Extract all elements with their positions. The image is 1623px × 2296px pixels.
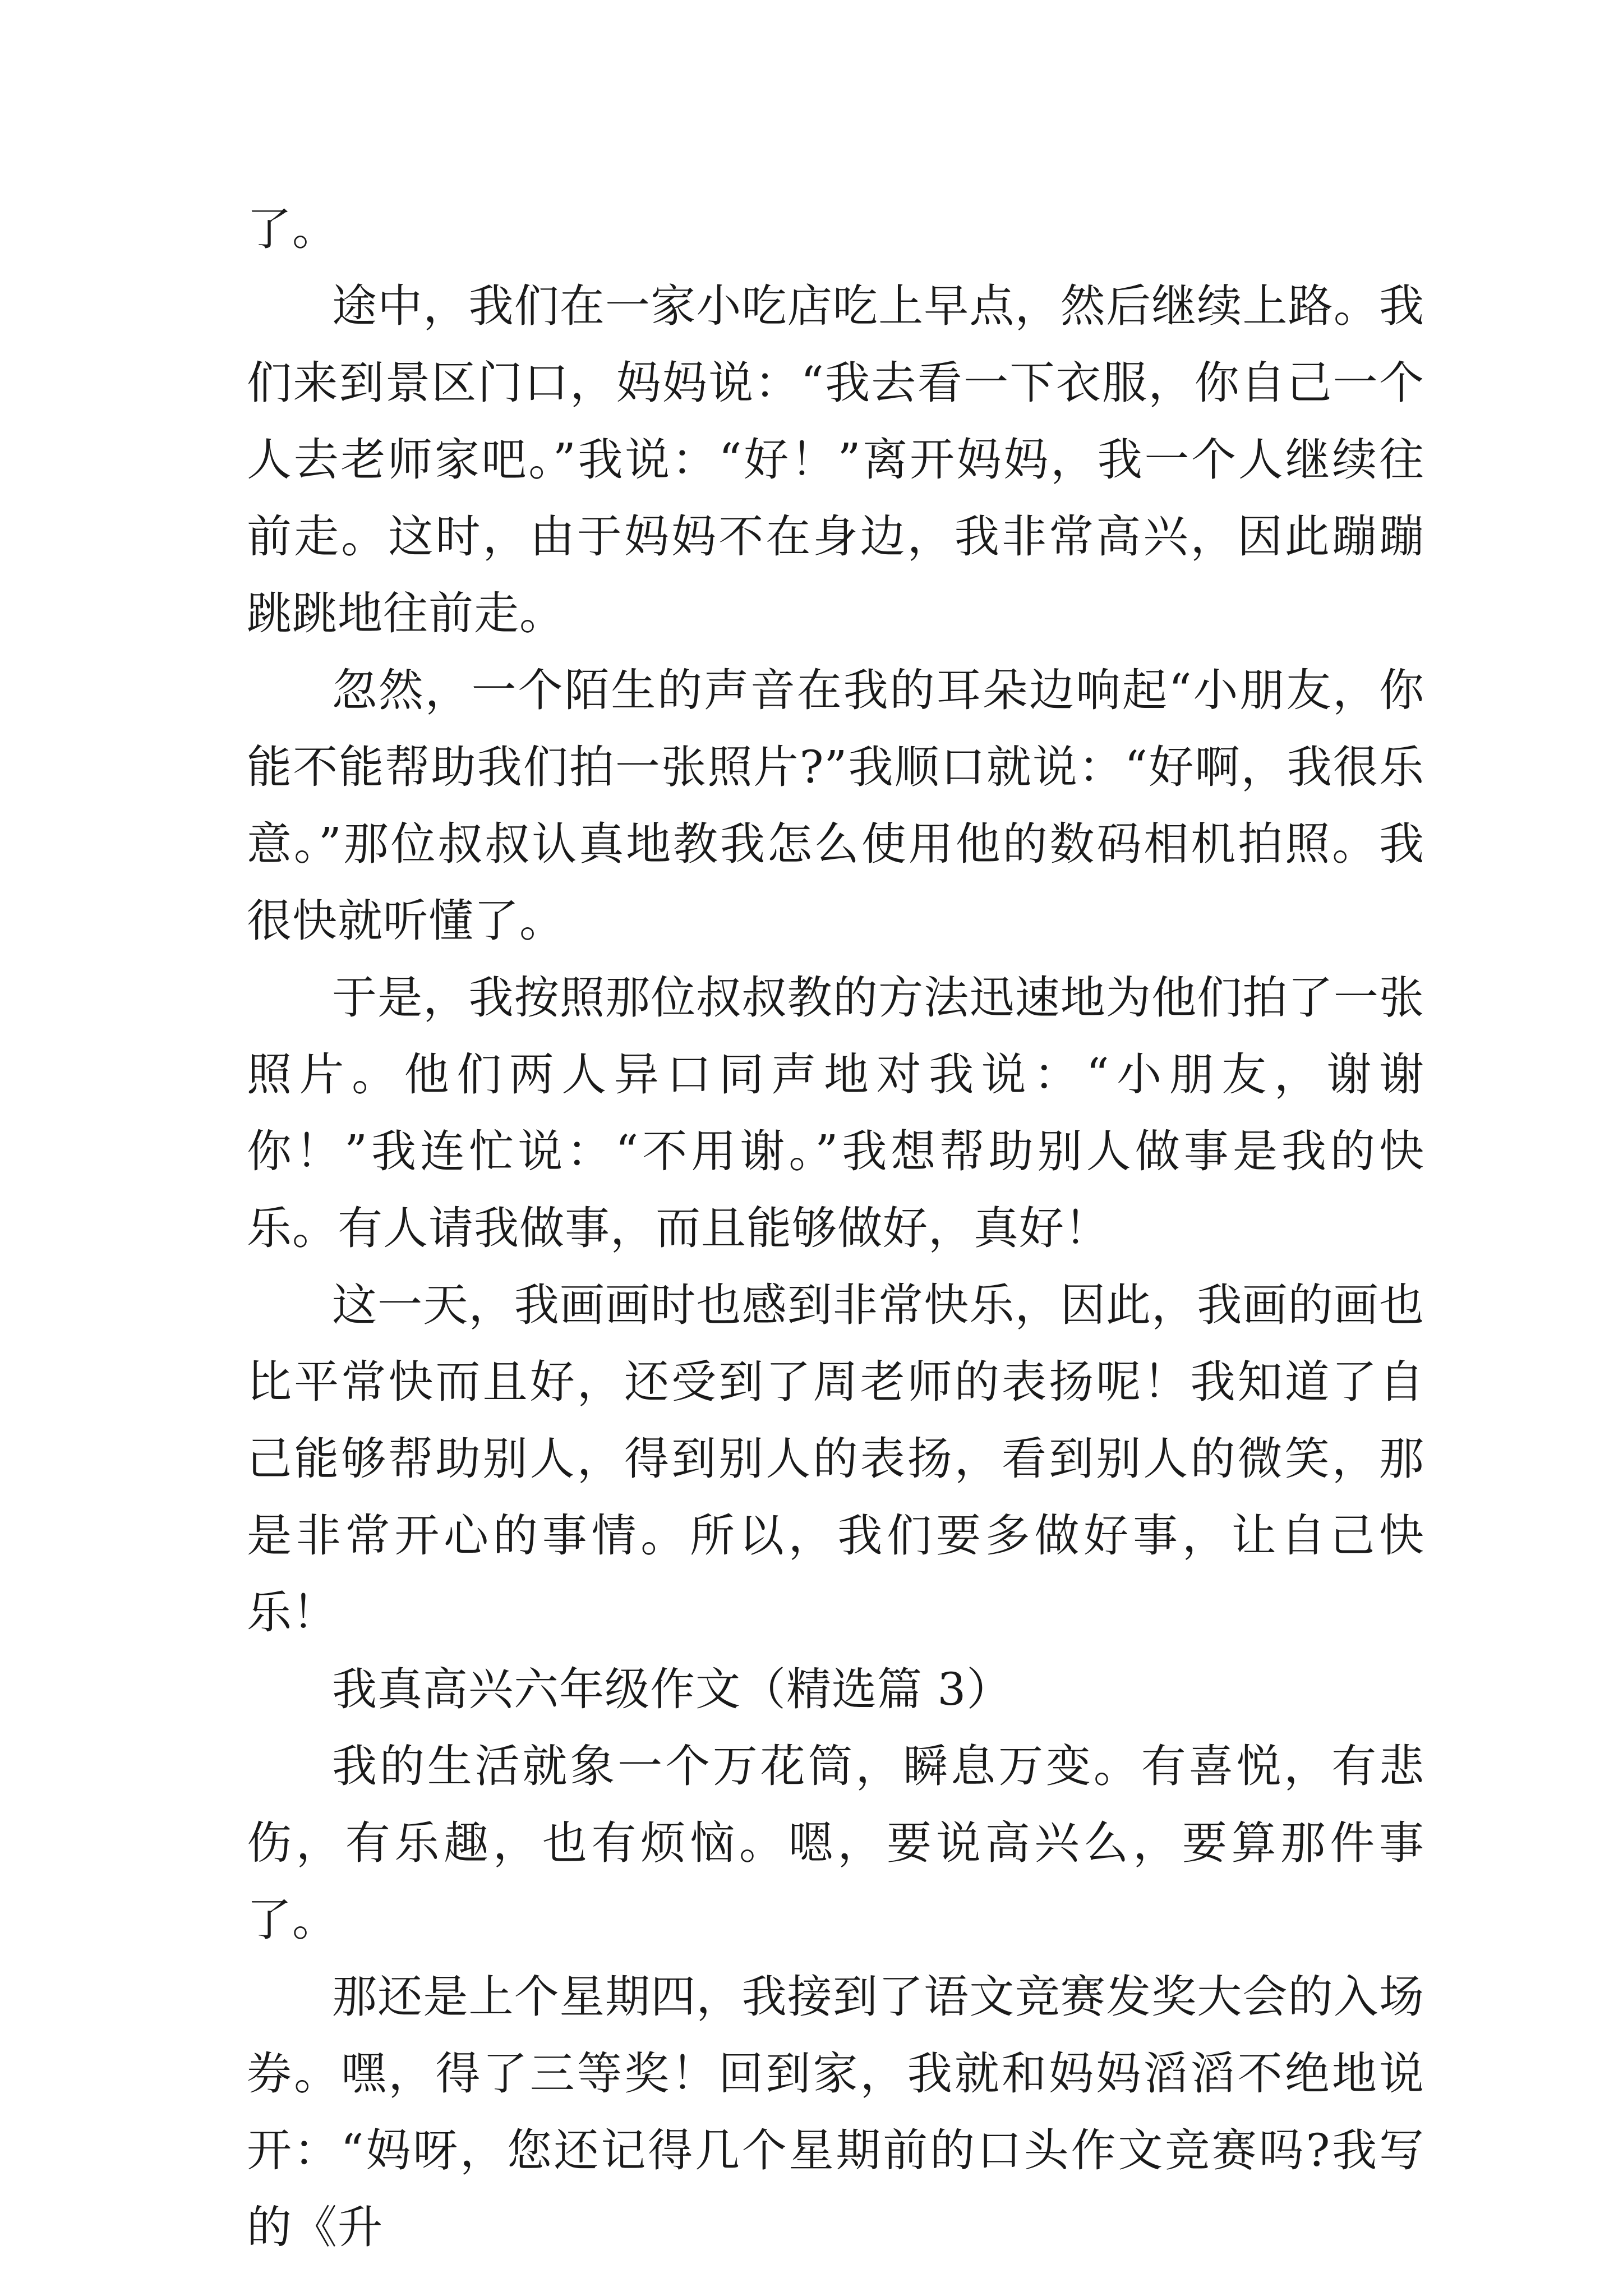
paragraph-stranger-request: 忽然，一个陌生的声音在我的耳朵边响起“小朋友，你能不能帮助我们拍一张照片?”我顺口就说：“好啊，我很乐意。”那位叔叔认真地教我怎么使用他的数码相机拍照。我很快就听懂了。	[247, 664, 1424, 947]
paragraph-conclusion: 这一天，我画画时也感到非常快乐，因此，我画的画也比平常快而且好，还受到了周老师的表扬呢！我知道了自己能够帮助别人，得到别人的表扬，看到别人的微笑，那是非常开心的事情。所以，我们要多做好事，让自己快乐！	[247, 1279, 1424, 1639]
paragraph-journey: 途中，我们在一家小吃店吃上早点，然后继续上路。我们来到景区门口，妈妈说：“我去看一下衣服，你自己一个人去老师家吧。”我说：“好！”离开妈妈，我一个人继续往前走。这时，由于妈妈不在身边，我非常高兴，因此蹦蹦跳跳地往前走。	[247, 280, 1424, 639]
paragraph-life-kaleidoscope: 我的生活就象一个万花筒，瞬息万变。有喜悦，有悲伤，有乐趣，也有烦恼。嗯，要说高兴么，要算那件事了。	[247, 1740, 1424, 1946]
paragraph-award-ticket: 那还是上个星期四，我接到了语文竞赛发奖大会的入场券。嘿，得了三等奖！回到家，我就和妈妈滔滔不绝地说开：“妈呀，您还记得几个星期前的口头作文竞赛吗?我写的《升	[247, 1971, 1424, 2253]
essay-section-title: 我真高兴六年级作文（精选篇 3）	[332, 1663, 1012, 1715]
paragraph-taking-photo: 于是，我按照那位叔叔教的方法迅速地为他们拍了一张照片。他们两人异口同声地对我说：“小朋友，谢谢你！”我连忙说：“不用谢。”我想帮助别人做事是我的快乐。有人请我做事，而且能够做好，真好！	[247, 972, 1424, 1254]
document-body	[247, 191, 1424, 2266]
paragraph-continuation: 了。	[247, 203, 338, 255]
